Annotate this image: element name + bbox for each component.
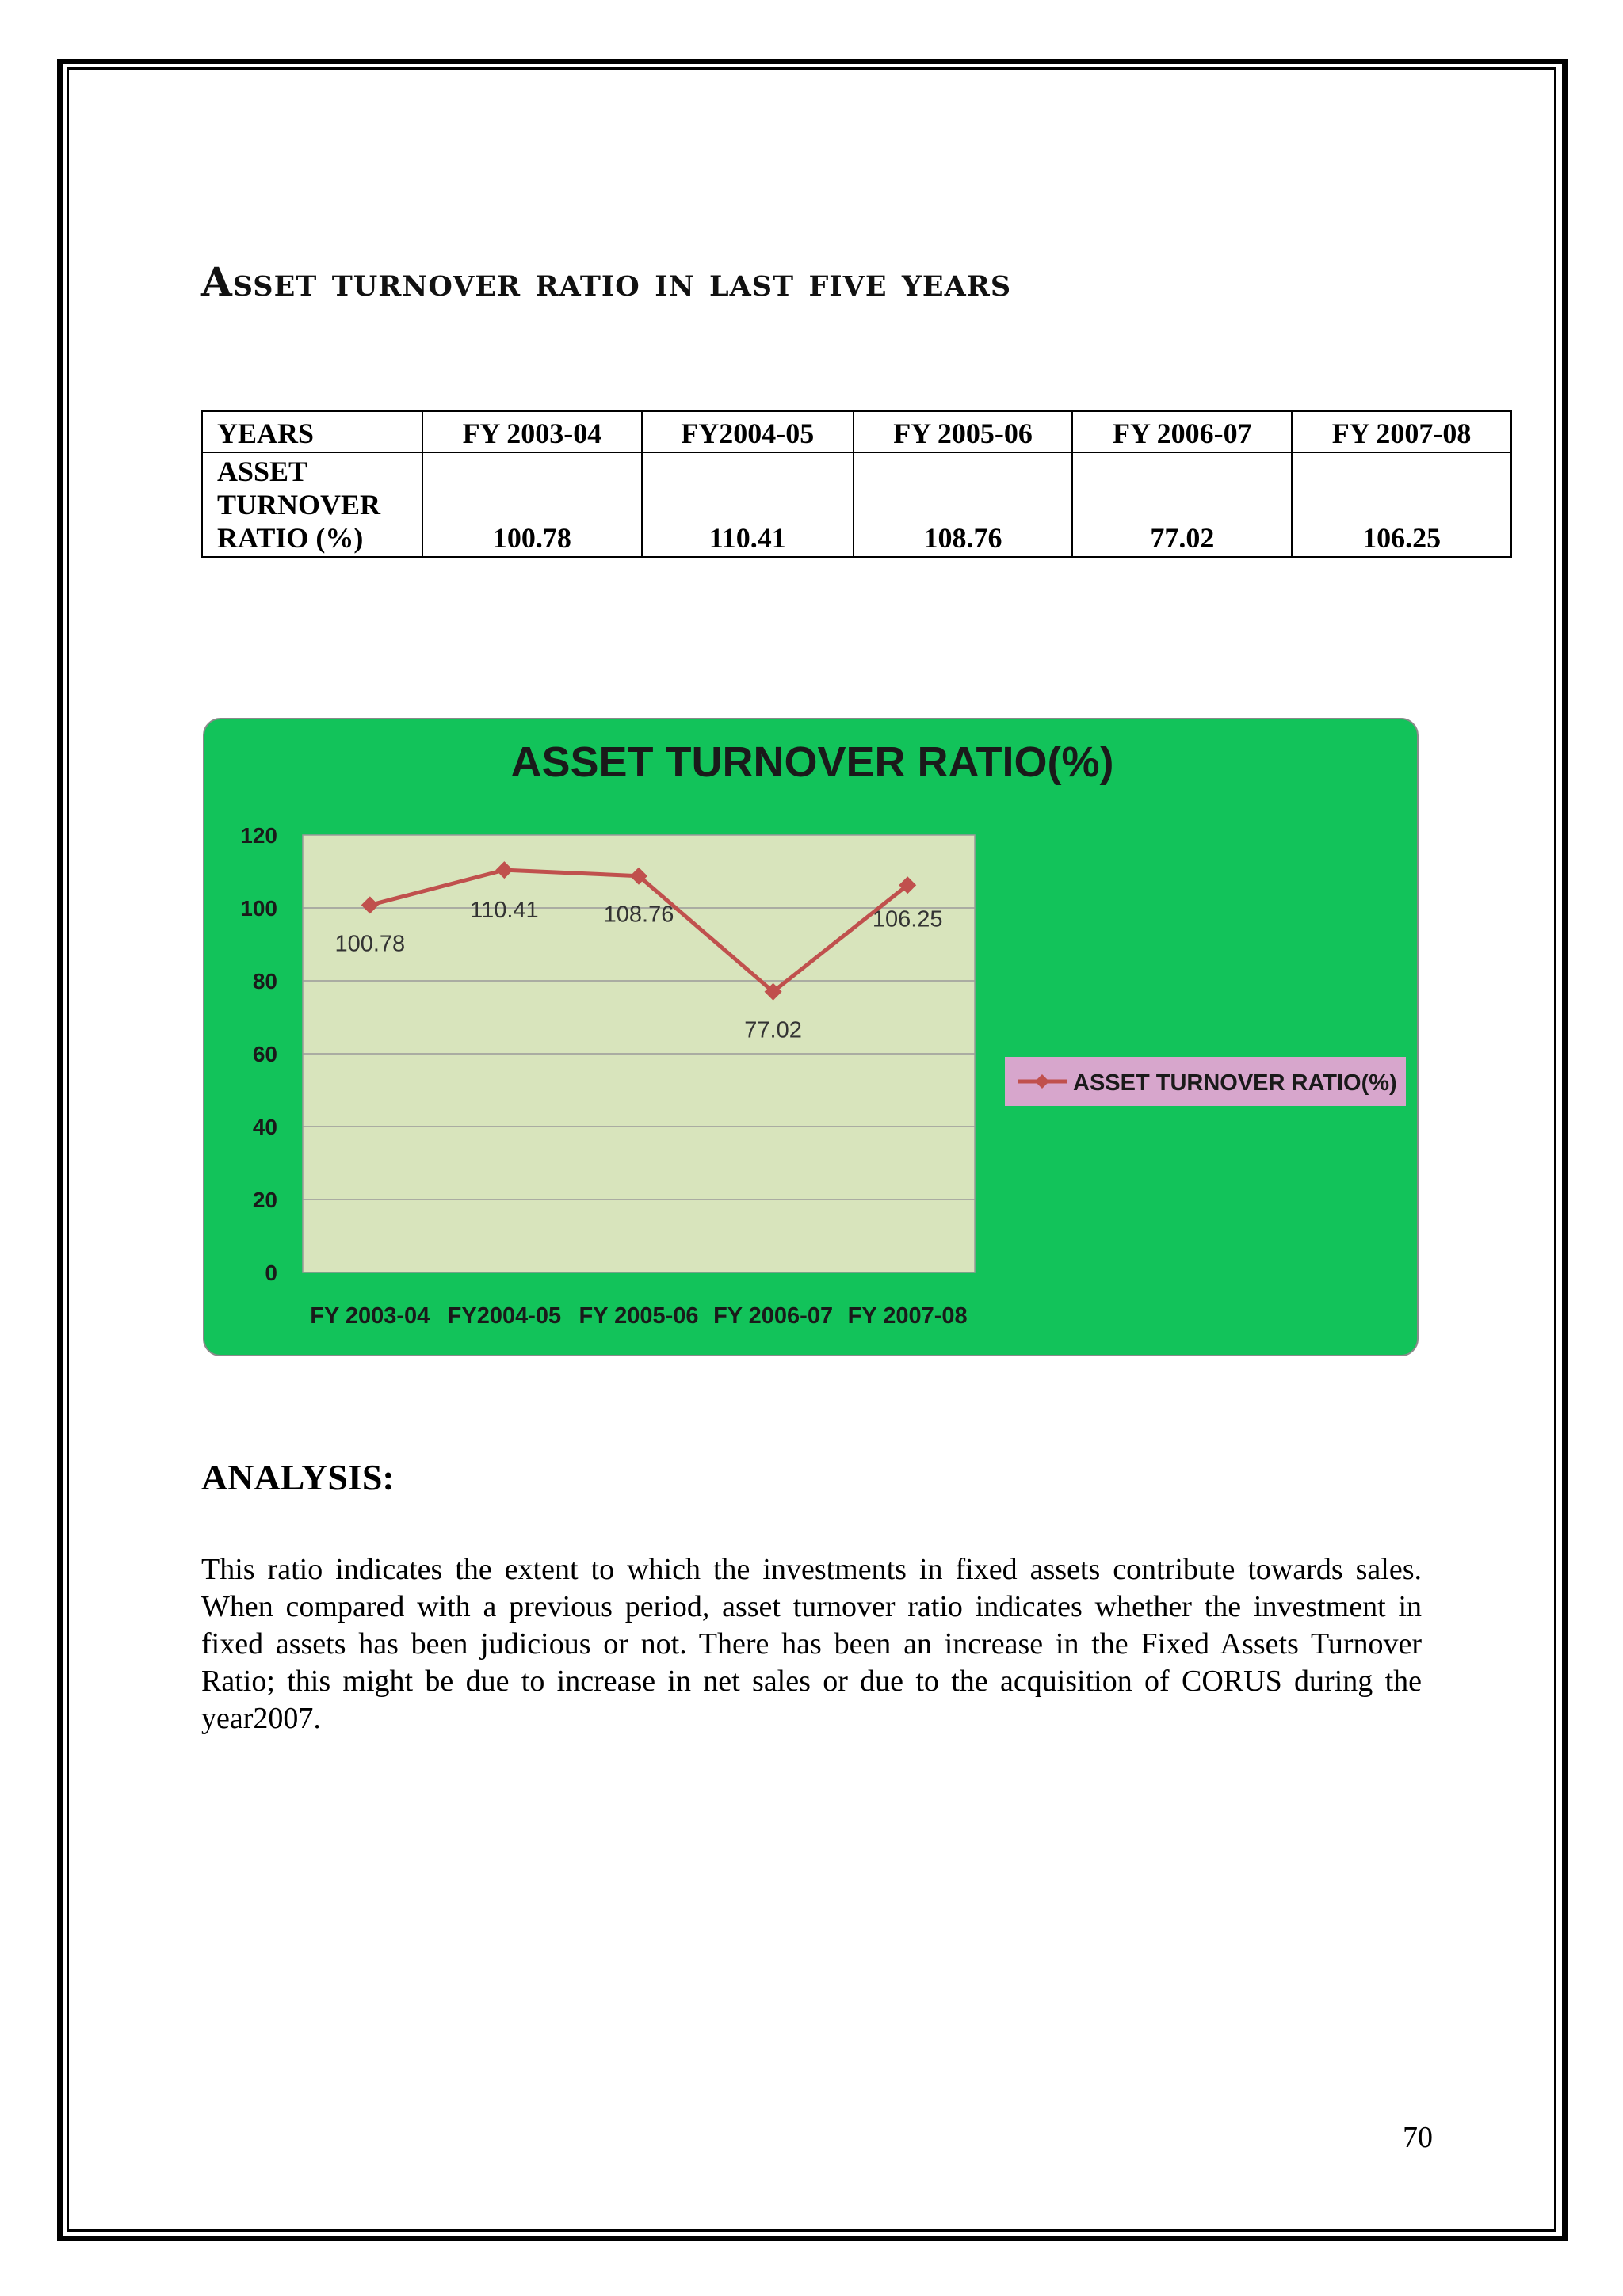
- table-header-cell: FY 2007-08: [1292, 411, 1511, 452]
- table-header-row: [202, 411, 1511, 452]
- y-tick-label: 120: [240, 823, 277, 848]
- y-tick-label: 60: [252, 1042, 277, 1066]
- x-axis-ticks: [310, 1303, 967, 1329]
- chart-svg: [204, 719, 1420, 1358]
- table-cell: 110.41: [642, 452, 854, 557]
- row-label-line: ASSET TURNOVER: [217, 456, 381, 521]
- table-header-cell: FY 2005-06: [854, 411, 1073, 452]
- data-label: 110.41: [470, 898, 539, 924]
- table-row: [202, 452, 1511, 557]
- legend: [1005, 1057, 1406, 1106]
- table-cell: 106.25: [1292, 452, 1511, 557]
- x-tick-label: FY 2007-08: [847, 1303, 968, 1329]
- data-label: 106.25: [872, 906, 943, 933]
- page-number: 70: [1403, 2121, 1433, 2154]
- table-cell: 108.76: [854, 452, 1073, 557]
- legend-label: ASSET TURNOVER RATIO(%): [1073, 1070, 1397, 1096]
- y-tick-label: 0: [265, 1261, 277, 1285]
- table-cell: 100.78: [422, 452, 642, 557]
- asset-turnover-table: [201, 410, 1512, 558]
- analysis-heading: ANALYSIS:: [201, 1457, 395, 1497]
- table-header-cell: FY 2006-07: [1072, 411, 1292, 452]
- table-cell: 77.02: [1072, 452, 1292, 557]
- x-tick-label: FY 2005-06: [579, 1303, 699, 1329]
- data-label: 77.02: [744, 1017, 802, 1043]
- analysis-paragraph: This ratio indicates the extent to which the investments in fixed assets contribute towards sales. When compared with a previous period, asset turnover ratio indicates whether the investment in fixed assets has been judicious or not. There has been an increase in the Fixed Assets Turnover Ratio; this might be due to increase in net sales or due to the acquisition of CORUS during the year2007.: [201, 1553, 1422, 1735]
- table-header-cell: FY 2003-04: [422, 411, 642, 452]
- table-row-label: [202, 452, 422, 557]
- data-label: 108.76: [603, 902, 674, 928]
- line-chart: [203, 718, 1419, 1356]
- table-header-cell: YEARS: [202, 411, 422, 452]
- table-header-cell: FY2004-05: [642, 411, 854, 452]
- y-tick-label: 80: [252, 969, 277, 994]
- row-label-line: RATIO (%): [217, 522, 364, 554]
- x-tick-label: FY 2006-07: [713, 1303, 834, 1329]
- x-tick-label: FY2004-05: [447, 1303, 562, 1329]
- page-heading: Asset turnover ratio in last five years: [201, 258, 1012, 305]
- x-tick-label: FY 2003-04: [310, 1303, 430, 1329]
- y-tick-label: 100: [240, 896, 277, 921]
- chart-title: ASSET TURNOVER RATIO(%): [510, 738, 1114, 786]
- y-tick-label: 20: [252, 1188, 277, 1212]
- y-tick-label: 40: [252, 1115, 277, 1139]
- data-label: 100.78: [334, 931, 406, 957]
- y-axis-ticks: [240, 823, 277, 1285]
